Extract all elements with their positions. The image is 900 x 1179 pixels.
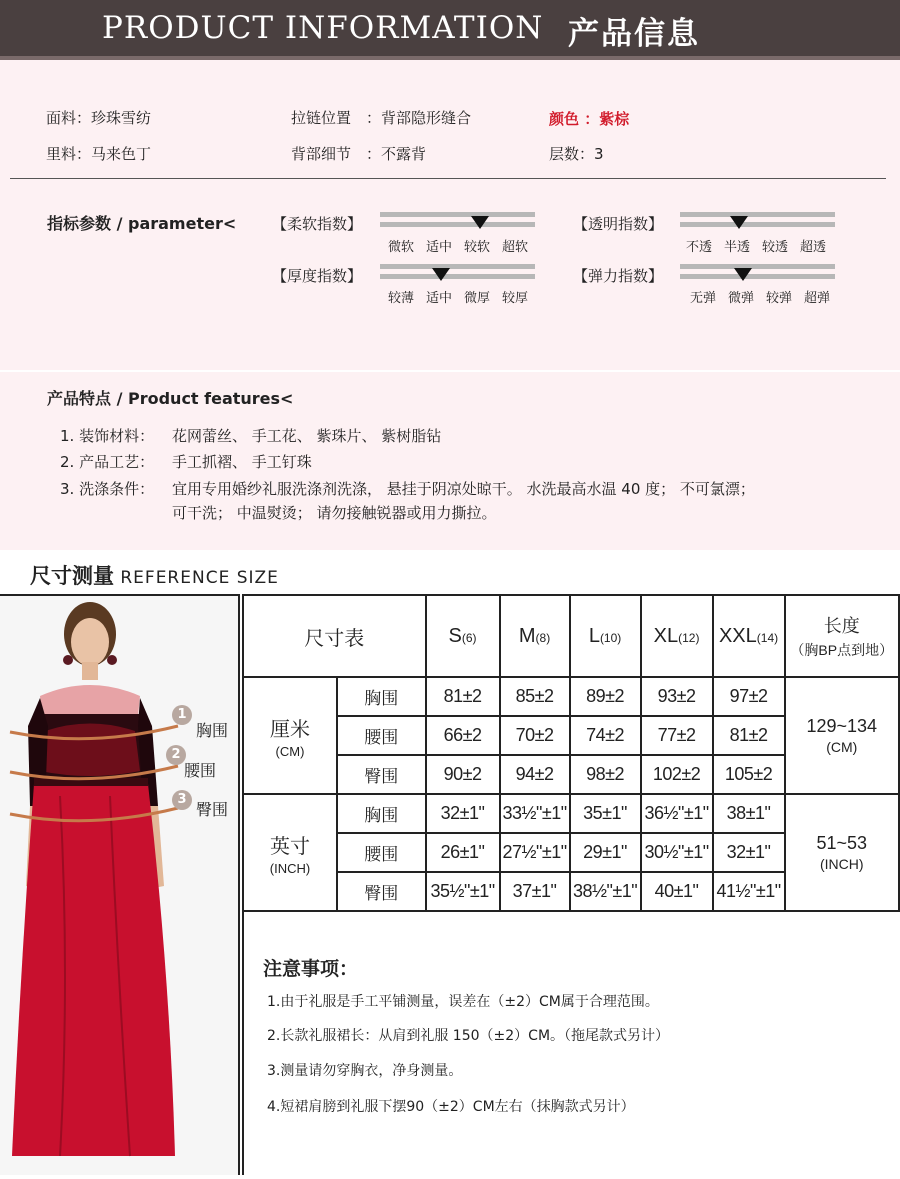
size-cell: 38½"±1" xyxy=(570,872,641,911)
elasticity-indicator xyxy=(734,268,752,281)
size-cell: 32±1" xyxy=(426,794,500,833)
size-cell: 35½"±1" xyxy=(426,872,500,911)
transparency-indicator xyxy=(730,216,748,229)
size-cell: 37±1" xyxy=(500,872,570,911)
inch-unit-sub: (INCH) xyxy=(269,860,311,876)
size-section-title xyxy=(30,560,279,590)
header-title-cn: 产品信息 xyxy=(568,16,700,52)
parameter-title: 指标参数 / parameter< xyxy=(47,214,237,233)
fabric-info: 面料：珍珠雪纺 xyxy=(46,109,152,127)
length-header xyxy=(785,595,899,677)
size-num: (8) xyxy=(535,630,551,645)
size-title-en: REFERENCE SIZE xyxy=(120,568,279,588)
feature-key: 2. 产品工艺： xyxy=(60,453,155,471)
size-cell: 30½"±1" xyxy=(641,833,713,872)
part-label: 胸围 xyxy=(337,794,426,833)
thickness-scale xyxy=(382,287,534,306)
part-label: 胸围 xyxy=(337,677,426,716)
scale-label: 较软 xyxy=(463,240,490,255)
scale-label: 不透 xyxy=(685,240,712,255)
scale-label: 较厚 xyxy=(501,291,528,306)
scale-label: 无弹 xyxy=(689,291,716,306)
transparency-bar-bottom xyxy=(680,222,835,227)
part-label: 臀围 xyxy=(337,755,426,794)
thickness-bar-top xyxy=(380,264,535,269)
size-num: (10) xyxy=(599,630,622,645)
size-header xyxy=(713,595,785,677)
size-cell: 81±2 xyxy=(426,677,500,716)
inch-unit-cell xyxy=(243,794,337,911)
marker-2: 2 xyxy=(166,745,186,765)
size-cell: 89±2 xyxy=(570,677,641,716)
size-cell: 90±2 xyxy=(426,755,500,794)
marker-3: 3 xyxy=(172,790,192,810)
size-cell: 36½"±1" xyxy=(641,794,713,833)
size-cell: 94±2 xyxy=(500,755,570,794)
size-table-corner: 尺寸表 xyxy=(243,595,426,677)
elasticity-label: 【弹力指数】 xyxy=(573,267,664,285)
color-info: 颜色 ：紫棕 xyxy=(549,110,630,128)
size-header xyxy=(500,595,570,677)
back-label: 背部细节 xyxy=(291,145,352,163)
model-image xyxy=(0,594,240,1175)
softness-bar-top xyxy=(380,212,535,217)
marker-1: 1 xyxy=(172,705,192,725)
inch-unit: 英寸 xyxy=(270,835,310,858)
softness-indicator xyxy=(471,216,489,229)
back-value: ：不露背 xyxy=(366,145,427,163)
size-cell: 33½"±1" xyxy=(500,794,570,833)
size-name: XL xyxy=(653,624,679,647)
notes-section xyxy=(242,908,900,1175)
size-cell: 81±2 xyxy=(713,716,785,755)
size-cell: 41½"±1" xyxy=(713,872,785,911)
size-cell: 27½"±1" xyxy=(500,833,570,872)
notes-title: 注意事项： xyxy=(263,958,359,980)
part-label: 腰围 xyxy=(337,716,426,755)
size-table-header xyxy=(243,595,899,677)
feature-key: 3. 洗涤条件： xyxy=(60,480,155,498)
scale-label: 超透 xyxy=(799,240,826,255)
lining-info: 里料：马来色丁 xyxy=(46,145,152,163)
thickness-indicator xyxy=(432,268,450,281)
features-title: 产品特点 / Product features< xyxy=(47,389,294,408)
size-num: (12) xyxy=(678,630,700,645)
scale-label: 超软 xyxy=(501,240,528,255)
feature-value: 可干洗； 中温熨烫； 请勿接触锐器或用力撕拉。 xyxy=(172,504,497,522)
zipper-label: 拉链位置 xyxy=(291,109,352,127)
scale-label: 较弹 xyxy=(765,291,792,306)
size-cell: 38±1" xyxy=(713,794,785,833)
marker-label-waist: 腰围 xyxy=(184,761,217,780)
size-cell: 77±2 xyxy=(641,716,713,755)
feature-item xyxy=(60,451,312,472)
length-header-label: 长度 xyxy=(823,616,860,636)
layers-info: 层数：3 xyxy=(549,145,604,163)
size-cell: 93±2 xyxy=(641,677,713,716)
softness-scale xyxy=(382,236,534,255)
elasticity-bar-top xyxy=(680,264,835,269)
size-table xyxy=(242,594,900,912)
elasticity-scale xyxy=(684,287,836,306)
feature-key: 1. 装饰材料： xyxy=(60,427,155,445)
inch-length: 51~53 xyxy=(816,833,868,853)
dress-model-figure xyxy=(0,596,238,1175)
feature-item xyxy=(60,478,755,499)
size-cell: 35±1" xyxy=(570,794,641,833)
note-item: 4.短裙肩膀到礼服下摆90（±2）CM左右（抹胸款式另计） xyxy=(267,1099,635,1115)
size-name: XXL xyxy=(718,624,757,647)
thickness-label: 【厚度指数】 xyxy=(272,267,363,285)
scale-label: 微弹 xyxy=(727,291,754,306)
size-header xyxy=(426,595,500,677)
header-title-en: PRODUCT INFORMATION xyxy=(102,10,544,46)
thickness-bar-bottom xyxy=(380,274,535,279)
size-cell: 29±1" xyxy=(570,833,641,872)
scale-label: 适中 xyxy=(425,291,452,306)
note-item: 2.长款礼服裙长：从肩到礼服 150（±2）CM。（拖尾款式另计） xyxy=(267,1028,670,1044)
note-item: 3.测量请勿穿胸衣，净身测量。 xyxy=(267,1063,463,1079)
scale-label: 超弹 xyxy=(803,291,830,306)
softness-bar-bottom xyxy=(380,222,535,227)
cm-length-unit: (CM) xyxy=(826,739,858,755)
size-cell: 105±2 xyxy=(713,755,785,794)
size-name: M xyxy=(518,624,536,647)
part-label: 腰围 xyxy=(337,833,426,872)
feature-value: 宜用专用婚纱礼服洗涤剂洗涤， 悬挂于阴凉处晾干。 水洗最高水温 40 度； 不可氯漂； xyxy=(172,480,755,498)
table-row xyxy=(243,794,899,833)
size-num: (14) xyxy=(756,630,779,645)
cm-unit: 厘米 xyxy=(270,718,310,741)
transparency-label: 【透明指数】 xyxy=(573,215,664,233)
note-item: 1.由于礼服是手工平铺测量，误差在（±2）CM属于合理范围。 xyxy=(267,994,659,1010)
size-title-cn: 尺寸测量 xyxy=(30,564,114,588)
inch-length-unit: (INCH) xyxy=(820,856,864,872)
part-label: 臀围 xyxy=(337,872,426,911)
size-cell: 98±2 xyxy=(570,755,641,794)
table-row xyxy=(243,677,899,716)
scale-label: 半透 xyxy=(723,240,750,255)
size-cell: 32±1" xyxy=(713,833,785,872)
size-num: (6) xyxy=(461,630,477,645)
elasticity-bar-bottom xyxy=(680,274,835,279)
marker-label-hip: 臀围 xyxy=(196,800,229,819)
scale-label: 适中 xyxy=(425,240,452,255)
size-cell: 26±1" xyxy=(426,833,500,872)
feature-item xyxy=(60,502,497,523)
transparency-scale xyxy=(680,236,832,255)
size-cell: 70±2 xyxy=(500,716,570,755)
cm-length-cell xyxy=(785,677,899,794)
feature-value: 花网蕾丝、 手工花、 紫珠片、 紫树脂钻 xyxy=(172,427,442,445)
scale-label: 微厚 xyxy=(463,291,490,306)
size-cell: 85±2 xyxy=(500,677,570,716)
softness-label: 【柔软指数】 xyxy=(272,215,363,233)
size-header xyxy=(641,595,713,677)
cm-unit-cell xyxy=(243,677,337,794)
size-cell: 97±2 xyxy=(713,677,785,716)
scale-label: 较薄 xyxy=(387,291,414,306)
header-bar xyxy=(0,0,900,56)
size-name: L xyxy=(588,624,600,647)
size-cell: 66±2 xyxy=(426,716,500,755)
info-divider xyxy=(10,178,886,179)
size-name: S xyxy=(448,624,462,647)
size-cell: 74±2 xyxy=(570,716,641,755)
zipper-value: ：背部隐形缝合 xyxy=(366,109,472,127)
cm-unit-sub: (CM) xyxy=(275,743,305,759)
length-header-sub: （胸BP点到地） xyxy=(790,642,894,658)
marker-label-bust: 胸围 xyxy=(196,721,229,740)
cm-length: 129~134 xyxy=(806,716,878,736)
size-header xyxy=(570,595,641,677)
size-cell: 102±2 xyxy=(641,755,713,794)
feature-item xyxy=(60,425,441,446)
inch-length-cell xyxy=(785,794,899,911)
scale-label: 较透 xyxy=(761,240,788,255)
scale-label: 微软 xyxy=(387,240,414,255)
transparency-bar-top xyxy=(680,212,835,217)
size-cell: 40±1" xyxy=(641,872,713,911)
feature-value: 手工抓褶、 手工钉珠 xyxy=(172,453,312,471)
